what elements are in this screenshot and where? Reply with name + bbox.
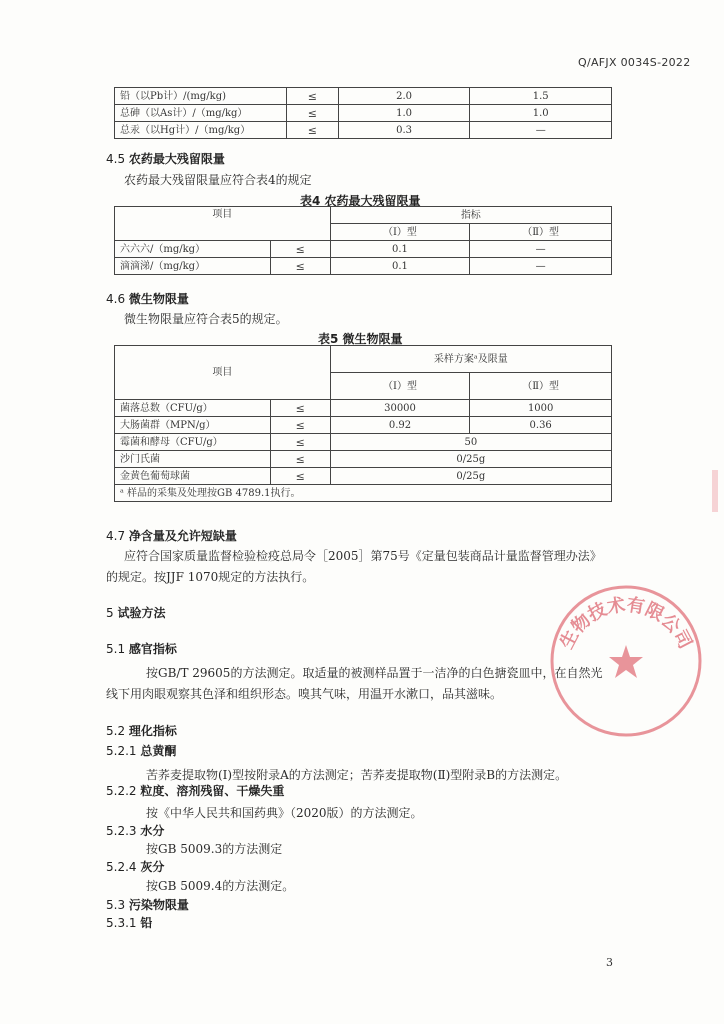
row-value-type1: 1.0	[338, 105, 470, 122]
row-value-type1: 0.1	[330, 241, 470, 258]
row-operator: ≤	[270, 241, 330, 258]
table-row	[115, 88, 612, 105]
section-number: 5.3	[106, 898, 126, 912]
row-operator: ≤	[286, 105, 338, 122]
row-item: 铅（以Pb计）/(mg/kg)	[115, 88, 287, 105]
section-heading-4-7	[106, 527, 237, 544]
section-title: 净含量及允许短缺量	[128, 529, 237, 543]
table-row	[115, 105, 612, 122]
section-heading-5-2-1	[106, 742, 176, 759]
table-row	[115, 241, 612, 258]
section-number: 5.2.2	[106, 784, 137, 798]
row-value-type2: —	[470, 241, 612, 258]
table-caption: 表5 微生物限量	[318, 332, 403, 346]
table-row	[115, 122, 612, 139]
row-value-type2: 1.0	[470, 105, 612, 122]
row-operator: ≤	[270, 468, 330, 485]
section-heading-5-3	[106, 896, 189, 913]
section-number: 5.1	[106, 642, 126, 656]
company-seal-stamp	[548, 583, 704, 739]
row-item: 霉菌和酵母（CFU/g）	[115, 434, 271, 451]
section-number: 5.2.3	[106, 824, 137, 838]
paragraph: 苦荞麦提取物(Ⅰ)型按附录A的方法测定；苦荞麦提取物(Ⅱ)型附录B的方法测定。	[146, 768, 568, 782]
row-value-type2: 0.36	[470, 417, 612, 434]
table-row	[115, 258, 612, 275]
row-operator: ≤	[286, 88, 338, 105]
document-code: Q/AFJX 0034S-2022	[578, 56, 691, 69]
section-title: 微生物限量	[128, 292, 189, 306]
section-title: 农药最大残留限量	[128, 152, 225, 166]
section-heading-5-2-3	[106, 822, 164, 839]
section-title: 粒度、溶剂残留、干燥失重	[140, 784, 285, 798]
table-row	[115, 451, 612, 468]
row-value: 0/25g	[330, 451, 611, 468]
row-value-type1: 0.92	[330, 417, 470, 434]
table-caption: 表4 农药最大残留限量	[300, 194, 421, 208]
row-item: 菌落总数（CFU/g）	[115, 400, 271, 417]
section-heading-5-3-1	[106, 914, 152, 931]
header-type1: （Ⅰ）型	[330, 373, 470, 400]
row-value-type1: 0.3	[338, 122, 470, 139]
row-operator: ≤	[286, 122, 338, 139]
section-title: 总黄酮	[140, 744, 177, 758]
paragraph: 应符合国家质量监督检验检疫总局令［2005］第75号《定量包装商品计量监督管理办法》	[124, 549, 602, 563]
header-type2: （Ⅱ）型	[470, 373, 612, 400]
table-row	[115, 417, 612, 434]
paragraph: 按GB/T 29605的方法测定。取适量的被测样品置于一洁净的白色搪瓷皿中，在自然光	[146, 666, 603, 680]
section-heading-5	[106, 604, 165, 621]
microbial-table	[114, 345, 612, 502]
section-title: 感官指标	[128, 642, 177, 656]
paragraph: 微生物限量应符合表5的规定。	[124, 312, 288, 326]
section-number: 4.5	[106, 152, 126, 166]
row-value-type1: 30000	[330, 400, 470, 417]
row-operator: ≤	[270, 451, 330, 468]
edge-seal-mark	[712, 470, 718, 512]
row-operator: ≤	[270, 434, 330, 451]
row-operator: ≤	[270, 417, 330, 434]
row-item: 总汞（以Hg计）/（mg/kg）	[115, 122, 287, 139]
paragraph: 的规定。按JJF 1070规定的方法执行。	[106, 570, 315, 584]
table-footnote-row	[115, 485, 612, 502]
row-item: 金黄色葡萄球菌	[115, 468, 271, 485]
seal-text: 生物技术有限公司	[556, 594, 696, 653]
row-item: 滴滴涕/（mg/kg）	[115, 258, 271, 275]
section-title: 试验方法	[117, 606, 166, 620]
section-title: 污染物限量	[128, 898, 189, 912]
header-item: 项目	[115, 346, 331, 400]
paragraph: 按《中华人民共和国药典》（2020版）的方法测定。	[146, 806, 423, 820]
section-number: 5	[106, 606, 114, 620]
row-value-type2: —	[470, 122, 612, 139]
section-number: 4.6	[106, 292, 126, 306]
row-value-type2: 1000	[470, 400, 612, 417]
section-number: 5.2	[106, 724, 126, 738]
table-footnote: ᵃ 样品的采集及处理按GB 4789.1执行。	[115, 485, 612, 502]
contaminant-table-tail	[114, 87, 612, 139]
row-item: 大肠菌群（MPN/g）	[115, 417, 271, 434]
svg-text:生物技术有限公司	[555, 594, 695, 653]
paragraph: 线下用肉眼观察其色泽和组织形态。嗅其气味，用温开水漱口，品其滋味。	[106, 687, 503, 701]
section-number: 5.3.1	[106, 916, 137, 930]
section-heading-5-2-2	[106, 782, 284, 799]
row-item: 总砷（以As计）/（mg/kg）	[115, 105, 287, 122]
header-type1: （Ⅰ）型	[330, 224, 470, 241]
row-value: 50	[330, 434, 611, 451]
section-title: 水分	[140, 824, 165, 838]
header-type2: （Ⅱ）型	[470, 224, 612, 241]
paragraph: 按GB 5009.3的方法测定	[146, 842, 283, 856]
pesticide-table	[114, 206, 612, 275]
section-heading-5-2-4	[106, 858, 164, 875]
header-index: 指标	[330, 207, 611, 224]
section-title: 灰分	[140, 860, 165, 874]
paragraph: 农药最大残留限量应符合表4的规定	[124, 173, 312, 187]
row-value: 0/25g	[330, 468, 611, 485]
row-operator: ≤	[270, 400, 330, 417]
section-title: 理化指标	[128, 724, 177, 738]
section-heading-5-2	[106, 722, 177, 739]
row-item: 六六六/（mg/kg）	[115, 241, 271, 258]
row-item: 沙门氏菌	[115, 451, 271, 468]
page-number: 3	[606, 956, 613, 969]
paragraph: 按GB 5009.4的方法测定。	[146, 879, 295, 893]
section-heading-4-6	[106, 290, 189, 307]
section-heading-4-5	[106, 150, 225, 167]
table-row	[115, 434, 612, 451]
row-value-type2: 1.5	[470, 88, 612, 105]
table-row	[115, 400, 612, 417]
section-heading-5-1	[106, 640, 177, 657]
header-item: 项目	[115, 207, 331, 241]
section-number: 4.7	[106, 529, 126, 543]
star-icon	[609, 645, 643, 678]
row-operator: ≤	[270, 258, 330, 275]
section-number: 5.2.4	[106, 860, 137, 874]
row-value-type2: —	[470, 258, 612, 275]
row-value-type1: 2.0	[338, 88, 470, 105]
table-row	[115, 468, 612, 485]
section-title: 铅	[140, 916, 153, 930]
section-number: 5.2.1	[106, 744, 137, 758]
header-index: 采样方案ᵃ及限量	[330, 346, 611, 373]
row-value-type1: 0.1	[330, 258, 470, 275]
